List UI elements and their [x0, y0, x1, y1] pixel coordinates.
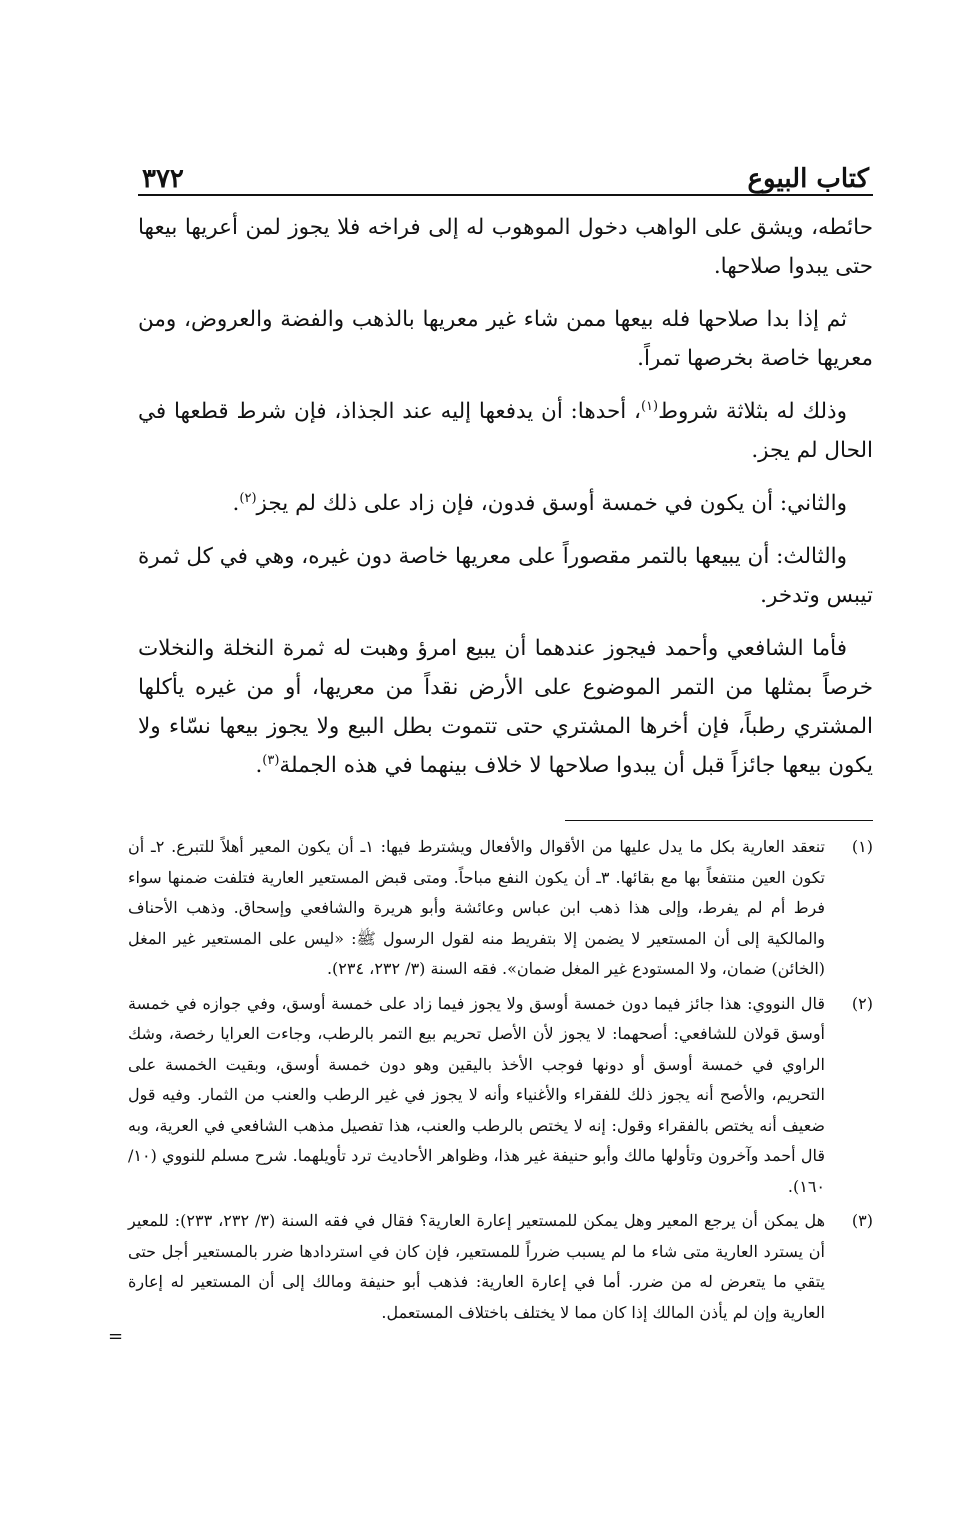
main-text: [138, 208, 873, 799]
continuation-mark: =: [108, 1326, 124, 1347]
paragraph: [138, 629, 873, 785]
footnote-ref: (٢): [239, 490, 257, 506]
footnotes: [128, 832, 873, 1332]
footnote-divider: [565, 820, 873, 821]
footnote-number: (٣): [851, 1211, 873, 1230]
footnote-ref: (٣): [262, 752, 280, 768]
paragraph-text: وذلك له بثلاثة شروط: [658, 399, 847, 424]
paragraph-text: ، أحدها: أن يدفعها إليه عند الجذاذ، فإن شرط قطعها في الحال لم يجز.: [138, 399, 873, 463]
footnote-number: (١): [851, 837, 873, 856]
footnote-ref: (١): [640, 398, 659, 414]
footnote: [128, 1206, 873, 1328]
page-header: [138, 150, 873, 196]
footnote-text: قال النووي: هذا جائز فيما دون خمسة أوسق ولا يجوز فيما زاد على خمسة أوسق، وفي جوازه في خمسة أوسق قولان للشافعي: أصحهما: لا يجوز لأن الأصل تحريم بيع التمر بالرطب، وجاءت العرايا رخصة، وشك الراوي في خمسة أوسق أو دونها فوجب الأخذ باليقين وهو دون خمسة أوسق، وبقيت الخمسة على التحريم، والأصح أنه يجوز ذلك للفقراء والأغنياء وأنه لا يجوز في غير الرطب والعنب من الثمار. وفيه قول ضعيف أنه يختص بالفقراء وقول: إنه لا يختص بالرطب والعنب، هذا تفصيل مذهب الشافعي في العرية، وبه قال أحمد وآخرون وتأولها مالك وأبو حنيفة غير هذا، وظواهر الأحاديث ترد تأويلهما. شرح مسلم للنووي (١٠/ ١٦٠).: [128, 993, 826, 1196]
paragraph: والثالث: أن يبيعها بالتمر مقصوراً على معريها خاصة دون غيره، وهي في كل ثمرة تيبس وتدخر.: [138, 544, 873, 608]
paragraph-text: والثاني: أن يكون في خمسة أوسق فدون، فإن زاد على ذلك لم يجز: [256, 491, 847, 516]
paragraph: حائطه، ويشق على الواهب دخول الموهوب له إلى فراخه فلا يجوز لمن أعريها بيعها حتى يبدوا صلاحها.: [138, 215, 873, 279]
paragraph-text: فأما الشافعي وأحمد فيجوز عندهما أن يبيع امرؤ وهبت له ثمرة النخلة والنخلات خرصاً بمثلها من التمر الموضوع على الأرض نقداً من معريها، أو من غيره يأكلها المشتري رطباً، فإن أخرها المشتري حتى تتموت بطل البيع ولا يجوز بيعها نسّاء ولا يكون بيعها جائزاً قبل أن يبدوا صلاحها لا خلاف بينهما في هذه الجملة: [138, 636, 873, 778]
paragraph-text: .: [232, 491, 240, 516]
footnote: [128, 832, 873, 985]
footnote-number: (٢): [851, 993, 873, 1013]
paragraph: [138, 484, 873, 523]
footnote: [128, 989, 873, 1203]
paragraph-text: .: [255, 753, 263, 778]
footnote-text: تنعقد العارية بكل ما يدل عليها من الأقوال والأفعال ويشترط فيها: ١ـ أن يكون المعير أهلاً للتبرع. ٢ـ أن تكون العين منتفعاً بها مع بقائها. ٣ـ أن يكون النفع مباحاً. ومتى قبض المستعير العارية فتلفت ضمنها سواء فرط أم لم يفرط، وإلى هذا ذهب ابن عباس وعائشة وأبو هريرة والشافعي وإسحاق. وذهب الأحناف والمالكية إلى أن المستعير لا يضمن إلا بتفريط منه لقول الرسول ﷺ: «ليس على المستعير غير المغل (الخائن) ضمان، ولا المستودع غير المغل ضمان». فقه السنة (٣/ ٢٣٢، ٢٣٤).: [128, 837, 826, 978]
book-title: كتاب البيوع: [747, 164, 869, 194]
paragraph: ثم إذا بدا صلاحها فله بيعها ممن شاء غير معريها بالذهب والفضة والعروض، ومن معريها خاصة بخرصها تمراً.: [138, 307, 873, 371]
footnote-text: هل يمكن أن يرجع المعير وهل يمكن للمستعير إعارة العارية؟ فقال في فقه السنة (٣/ ٢٣٢، ٢٣٣): للمعير أن يسترد العارية متى شاء ما لم يسبب ضرراً للمستعير، فإن كان في استردادها ضرر بالمستعير أجل حتى يتقي ما يتعرض له من ضرر. أما في إعارة العارية: فذهب أبو حنيفة ومالك إلى أن المستعير له إعارة العارية وإن لم يأذن المالك إذا كان مما لا يختلف باختلاف المستعمل.: [128, 1211, 826, 1322]
paragraph: [138, 392, 873, 470]
page-number: ٣٧٢: [142, 164, 184, 194]
